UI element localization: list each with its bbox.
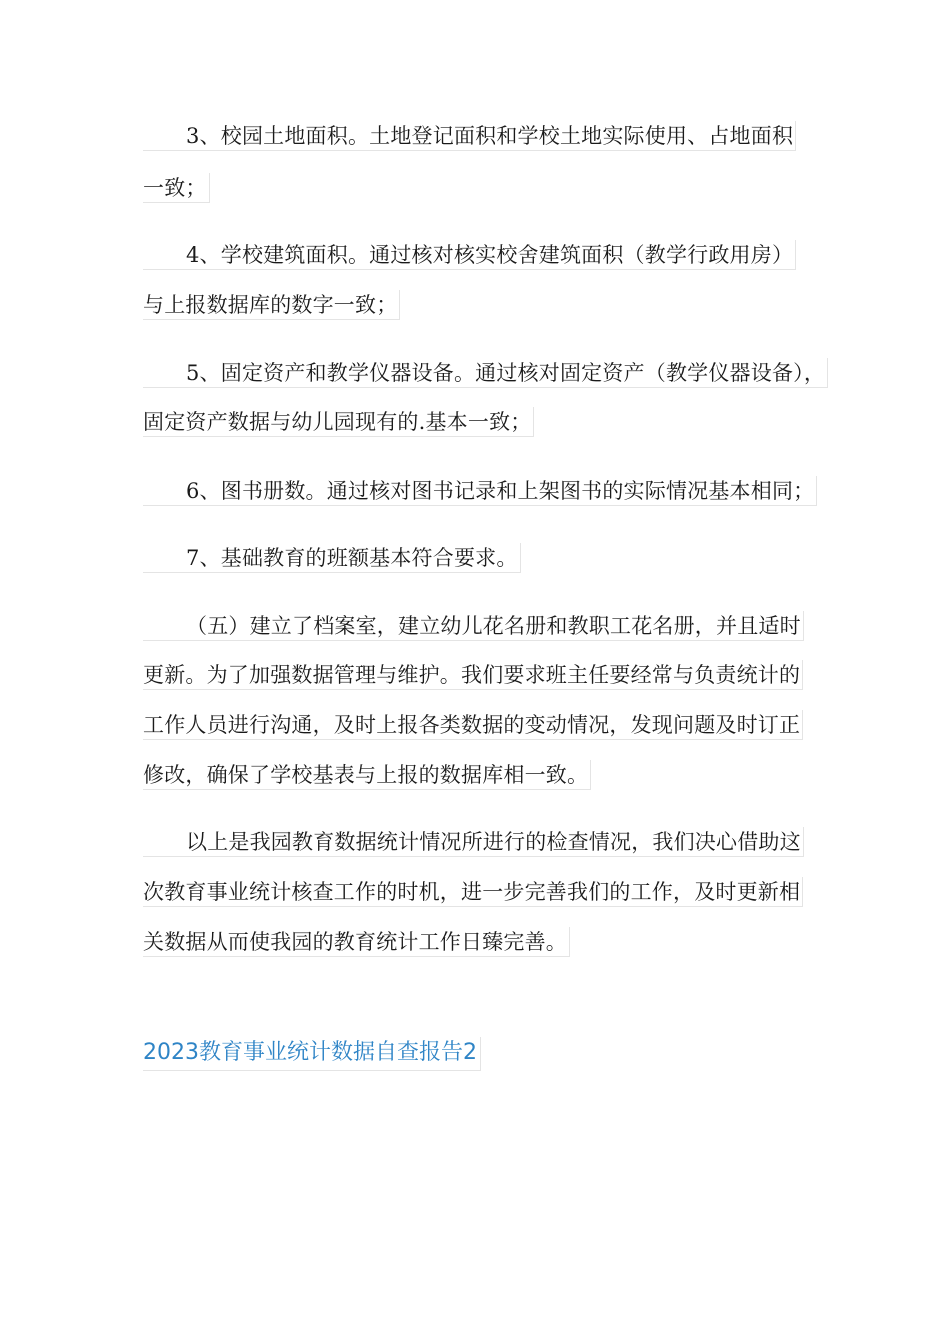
paragraph-1-line-2: 一致； — [143, 173, 210, 203]
section-heading: 2023教育事业统计数据自查报告2 — [143, 1037, 481, 1071]
paragraph-3-line-1: 5、固定资产和教学仪器设备。通过核对固定资产（教学仪器设备）， — [143, 358, 828, 388]
paragraph-7-line-1: 以上是我园教育数据统计情况所进行的检查情况，我们决心借助这 — [143, 827, 804, 857]
paragraph-4-line-1: 6、图书册数。通过核对图书记录和上架图书的实际情况基本相同； — [143, 476, 817, 506]
paragraph-3-line-2: 固定资产数据与幼儿园现有的.基本一致； — [143, 407, 534, 437]
paragraph-6-line-3: 工作人员进行沟通，及时上报各类数据的变动情况，发现问题及时订正 — [143, 710, 803, 740]
paragraph-6-line-2: 更新。为了加强数据管理与维护。我们要求班主任要经常与负责统计的 — [143, 660, 803, 690]
paragraph-2-line-1: 4、学校建筑面积。通过核对核实校舍建筑面积（教学行政用房） — [143, 240, 796, 270]
paragraph-7-line-3: 关数据从而使我园的教育统计工作日臻完善。 — [143, 927, 570, 957]
paragraph-1-line-1: 3、校园土地面积。土地登记面积和学校土地实际使用、占地面积 — [143, 121, 796, 151]
paragraph-6-line-4: 修改，确保了学校基表与上报的数据库相一致。 — [143, 760, 591, 790]
paragraph-2-line-2: 与上报数据库的数字一致； — [143, 290, 400, 320]
paragraph-7-line-2: 次教育事业统计核查工作的时机，进一步完善我们的工作，及时更新相 — [143, 877, 803, 907]
paragraph-5-line-1: 7、基础教育的班额基本符合要求。 — [143, 543, 521, 573]
paragraph-6-line-1: （五）建立了档案室，建立幼儿花名册和教职工花名册，并且适时 — [143, 611, 804, 641]
